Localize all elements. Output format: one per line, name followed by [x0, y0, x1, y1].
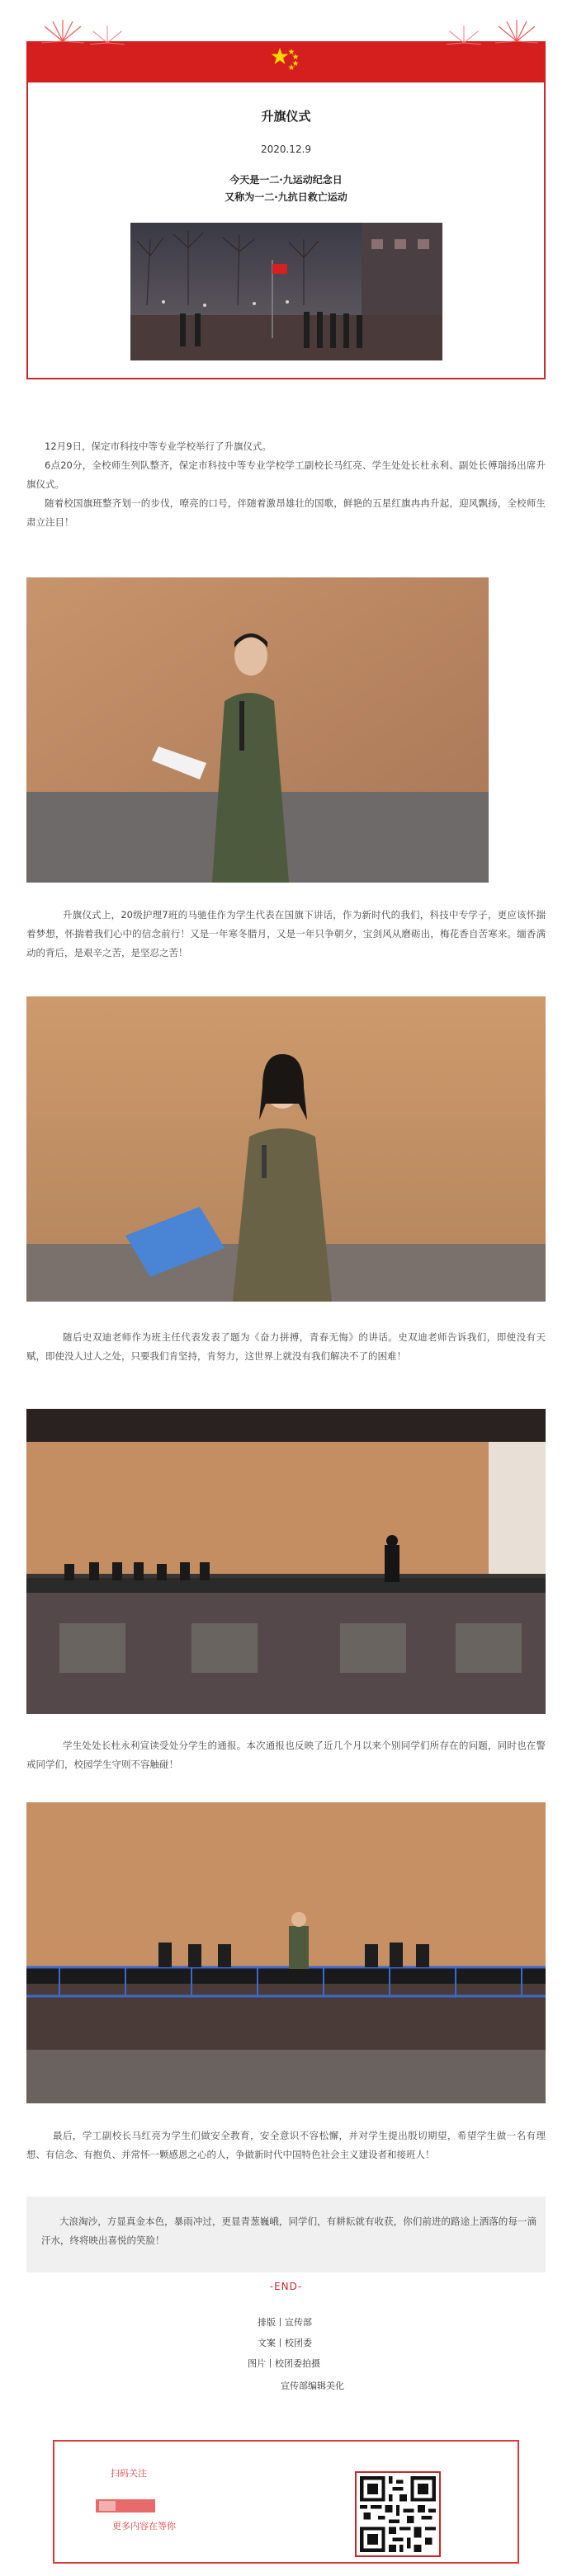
- credit-photo: 图片丨校团委拍摄: [248, 2358, 320, 2369]
- stage-photo: [26, 1802, 546, 2103]
- paragraph-4: 升旗仪式上，20级护理7班的马驰佳作为学生代表在国旗下讲话，作为新时代的我们，科技中专学子，更应该怀揣着梦想，怀揣着我们心中的信念前行！又是一年寒冬腊月，又是一年只争朝夕，宝剑风从磨砺出，梅花香自苦寒来。缅香满动的背后，是艰辛之苦，是坚忍之苦！: [26, 909, 546, 958]
- end-mark: -END-: [269, 2281, 303, 2292]
- flag-ceremony-photo: [130, 223, 442, 360]
- subtitle-line-1: 今天是一二·九运动纪念日: [229, 174, 343, 186]
- qr-code[interactable]: [355, 2471, 441, 2557]
- qr-code-icon: [360, 2476, 436, 2552]
- more-content-label: 更多内容在等你: [112, 2521, 176, 2531]
- header-card: [26, 82, 546, 379]
- firework-icon: [38, 16, 87, 66]
- credit-beautify: 宣传部编辑美化: [281, 2381, 344, 2391]
- ribbon-decoration-inner: [99, 2501, 116, 2511]
- paragraph-8: 大浪淘沙，方显真金本色，暴雨冲过，更显青葱巍峨，同学们，有耕耘就有收获，你们前进的路途上洒落的每一滴汗水，终将映出喜悦的笑脸！: [41, 2216, 537, 2246]
- footer-follow-box: [53, 2440, 519, 2564]
- article-date: 2020.12.9: [260, 144, 312, 155]
- teacher-speaker-photo: [26, 996, 546, 1302]
- credit-text: 文案丨校团委: [258, 2338, 312, 2348]
- page-title: 升旗仪式: [261, 109, 311, 124]
- paragraph-6: 学生处处长杜永利宣读受处分学生的通报。本次通报也反映了近几个月以来个别同学们所存在的问题，同时也在警戒同学们，校园学生守则不容触碰！: [26, 1740, 546, 1770]
- paragraph-7: 最后，学工副校长马红亮为学生们做安全教育，安全意识不容松懈，并对学生提出殷切期望，希望学生做一名有理想、有信念、有抱负、并常怀一颗感恩之心的人，争做新时代中国特色社会主义建设者和接班人！: [26, 2130, 546, 2160]
- paragraph-3: 随着校国旗班整齐划一的步伐，嘹亮的口号，伴随着激昂雄壮的国歌，鲜艳的五星红旗冉冉升起，迎风飘扬，全校师生肃立注目！: [26, 497, 546, 528]
- firework-icon: [87, 23, 127, 63]
- flag-stars-icon: [272, 46, 301, 71]
- balcony-photo: [26, 1409, 546, 1714]
- credit-layout: 排版丨宣传部: [258, 2317, 312, 2328]
- firework-icon: [444, 23, 484, 63]
- paragraph-2: 6点20分，全校师生列队整齐，保定市科技中等专业学校学工副校长马红亮、学生处处长杜永利、副处长傅瑞扬出席升旗仪式。: [26, 459, 546, 490]
- scan-follow-label: 扫码关注: [111, 2468, 147, 2479]
- paragraph-1: 12月9日，保定市科技中等专业学校举行了升旗仪式。: [45, 440, 272, 452]
- student-speaker-photo: [26, 577, 489, 883]
- firework-icon: [492, 16, 541, 66]
- subtitle-line-2: 又称为一二·九抗日救亡运动: [225, 191, 347, 203]
- paragraph-5: 随后史双迪老师作为班主任代表发表了题为《奋力拼搏，青春无悔》的讲话。史双迪老师告诉我们，即使没有天赋，即使没人过人之处，只要我们肯坚持，肯努力，这世界上就没有我们解决不了的困难！: [26, 1331, 546, 1362]
